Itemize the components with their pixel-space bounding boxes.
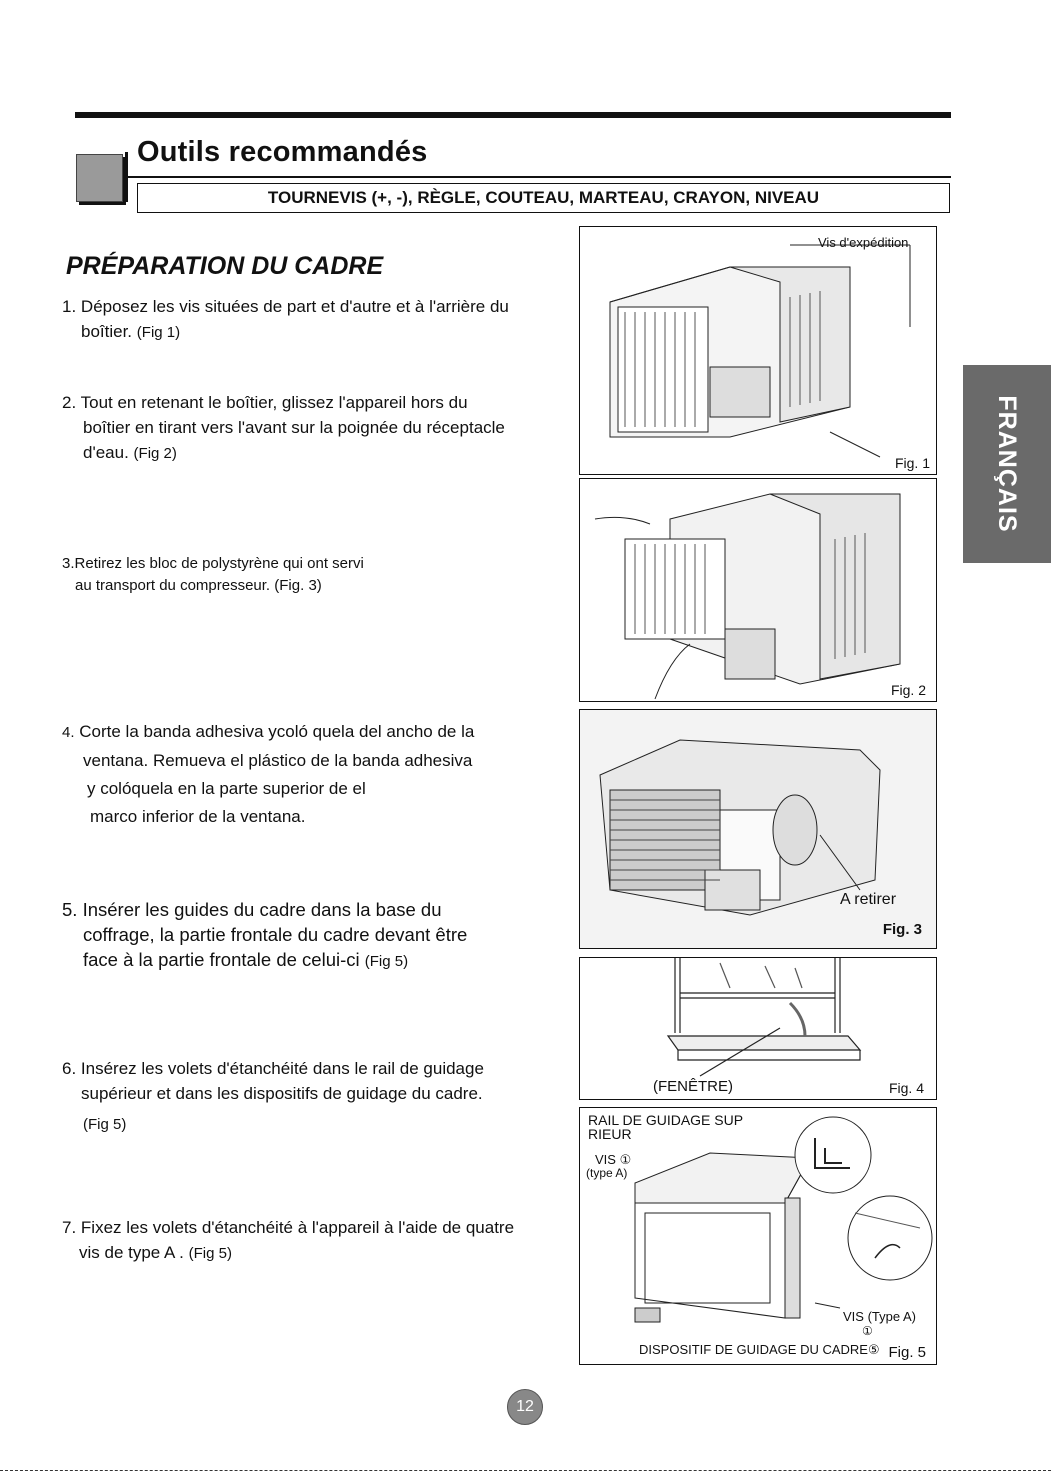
- figure-3: [579, 709, 937, 949]
- section-square-marker: [76, 154, 123, 202]
- fig-reference: (Fig 5): [364, 953, 409, 970]
- figure-1: [579, 226, 937, 475]
- step-text: Fixez les volets d'étanchéité à l'appareil à l'aide de quatre: [80, 1218, 515, 1237]
- fig4-label: Fig. 4: [888, 1080, 924, 1096]
- figure-2: [579, 478, 937, 702]
- section-subtitle: PRÉPARATION DU CADRE: [66, 252, 384, 280]
- step-text: supérieur et dans les dispositifs de guidage du cadre.: [81, 1084, 483, 1103]
- step-text: Corte la banda adhesiva ycoló quela del ancho de la: [79, 722, 475, 741]
- fig2-label: Fig. 2: [890, 682, 926, 698]
- step-text: ventana. Remueva el plástico de la banda adhesiva: [83, 751, 473, 770]
- figure-4: [579, 957, 937, 1100]
- fig-reference: (Fig 1): [136, 324, 181, 341]
- fig5-vis-callout: VIS ①: [595, 1152, 632, 1167]
- step-number: 3.: [62, 555, 75, 572]
- step-text: coffrage, la partie frontale du cadre devant être: [83, 924, 468, 945]
- language-side-tab: [963, 365, 1051, 563]
- step-4: [62, 718, 474, 831]
- step-2: [62, 390, 505, 466]
- step-text: marco inferior de la ventana.: [90, 807, 306, 826]
- step-text: Insérez les volets d'étanchéité dans le rail de guidage: [80, 1059, 484, 1078]
- step-text: d'eau.: [83, 443, 129, 462]
- language-tab-label: FRANÇAIS: [993, 395, 1021, 533]
- fig-reference: (Fig 5): [83, 1116, 127, 1133]
- fig1-label: Fig. 1: [894, 455, 930, 471]
- step-text: boîtier en tirant vers l'avant sur la poignée du réceptacle: [83, 418, 505, 437]
- fig5-vis-right: VIS (Type A): [843, 1309, 916, 1324]
- step-text: face à la partie frontale de celui-ci: [83, 949, 360, 970]
- figure-5: [579, 1107, 937, 1365]
- figure-3-illustration: [580, 710, 937, 949]
- step-text: vis de type A .: [79, 1243, 184, 1262]
- step-text: Insérer les guides du cadre dans la base du: [82, 899, 442, 920]
- tools-list-box: TOURNEVIS (+, -), RÈGLE, COUTEAU, MARTEAU, CRAYON, NIVEAU: [137, 183, 950, 213]
- fig-reference: (Fig 5): [188, 1245, 232, 1262]
- step-number: 7.: [62, 1218, 77, 1237]
- step-number: 5.: [62, 899, 78, 920]
- top-rule: [75, 112, 951, 118]
- fig5-label: Fig. 5: [888, 1344, 926, 1361]
- fig5-rail-callout: [588, 1113, 743, 1141]
- fig1-callout: Vis d'expédition: [818, 235, 909, 250]
- figure-5-illustration: [580, 1108, 937, 1365]
- fig4-callout: (FENÊTRE): [653, 1078, 733, 1095]
- fig3-callout: A retirer: [840, 891, 897, 908]
- step-text: au transport du compresseur. (Fig. 3): [75, 577, 322, 594]
- step-text: Déposez les vis situées de part et d'autre et à l'arrière du: [80, 297, 509, 316]
- step-text: y colóquela en la parte superior de el: [87, 779, 366, 798]
- step-number: 6.: [62, 1059, 77, 1078]
- step-number: 2.: [62, 393, 77, 412]
- step-3: [62, 553, 364, 597]
- page-number: 12: [507, 1389, 543, 1425]
- step-text: Retirez les bloc de polystyrène qui ont servi: [74, 555, 364, 572]
- fig5-rail-line1: RAIL DE GUIDAGE SUP: [588, 1112, 744, 1128]
- step-1: [62, 294, 509, 345]
- figure-4-illustration: [580, 958, 937, 1100]
- step-5: [62, 897, 467, 974]
- fig-reference: (Fig 2): [133, 445, 177, 462]
- header-underline: [128, 176, 951, 178]
- fig5-guide-callout: DISPOSITIF DE GUIDAGE DU CADRE⑤: [639, 1342, 880, 1357]
- step-6: [62, 1056, 484, 1137]
- fig5-rail-line2: RIEUR: [588, 1126, 632, 1142]
- page-footer-dashed-rule: [0, 1470, 1051, 1471]
- step-number: 4.: [62, 724, 75, 741]
- step-number: 1.: [62, 297, 77, 316]
- fig3-label: Fig. 3: [882, 921, 922, 938]
- fig5-circle-num: ①: [862, 1324, 873, 1338]
- page-title: Outils recommandés: [137, 136, 428, 168]
- step-text: Tout en retenant le boîtier, glissez l'appareil hors du: [80, 393, 468, 412]
- figure-2-illustration: [580, 479, 937, 702]
- fig5-type-callout: (type A): [586, 1166, 628, 1180]
- figure-1-illustration: [580, 227, 937, 475]
- step-text: boîtier.: [81, 322, 133, 341]
- step-7: [62, 1215, 514, 1266]
